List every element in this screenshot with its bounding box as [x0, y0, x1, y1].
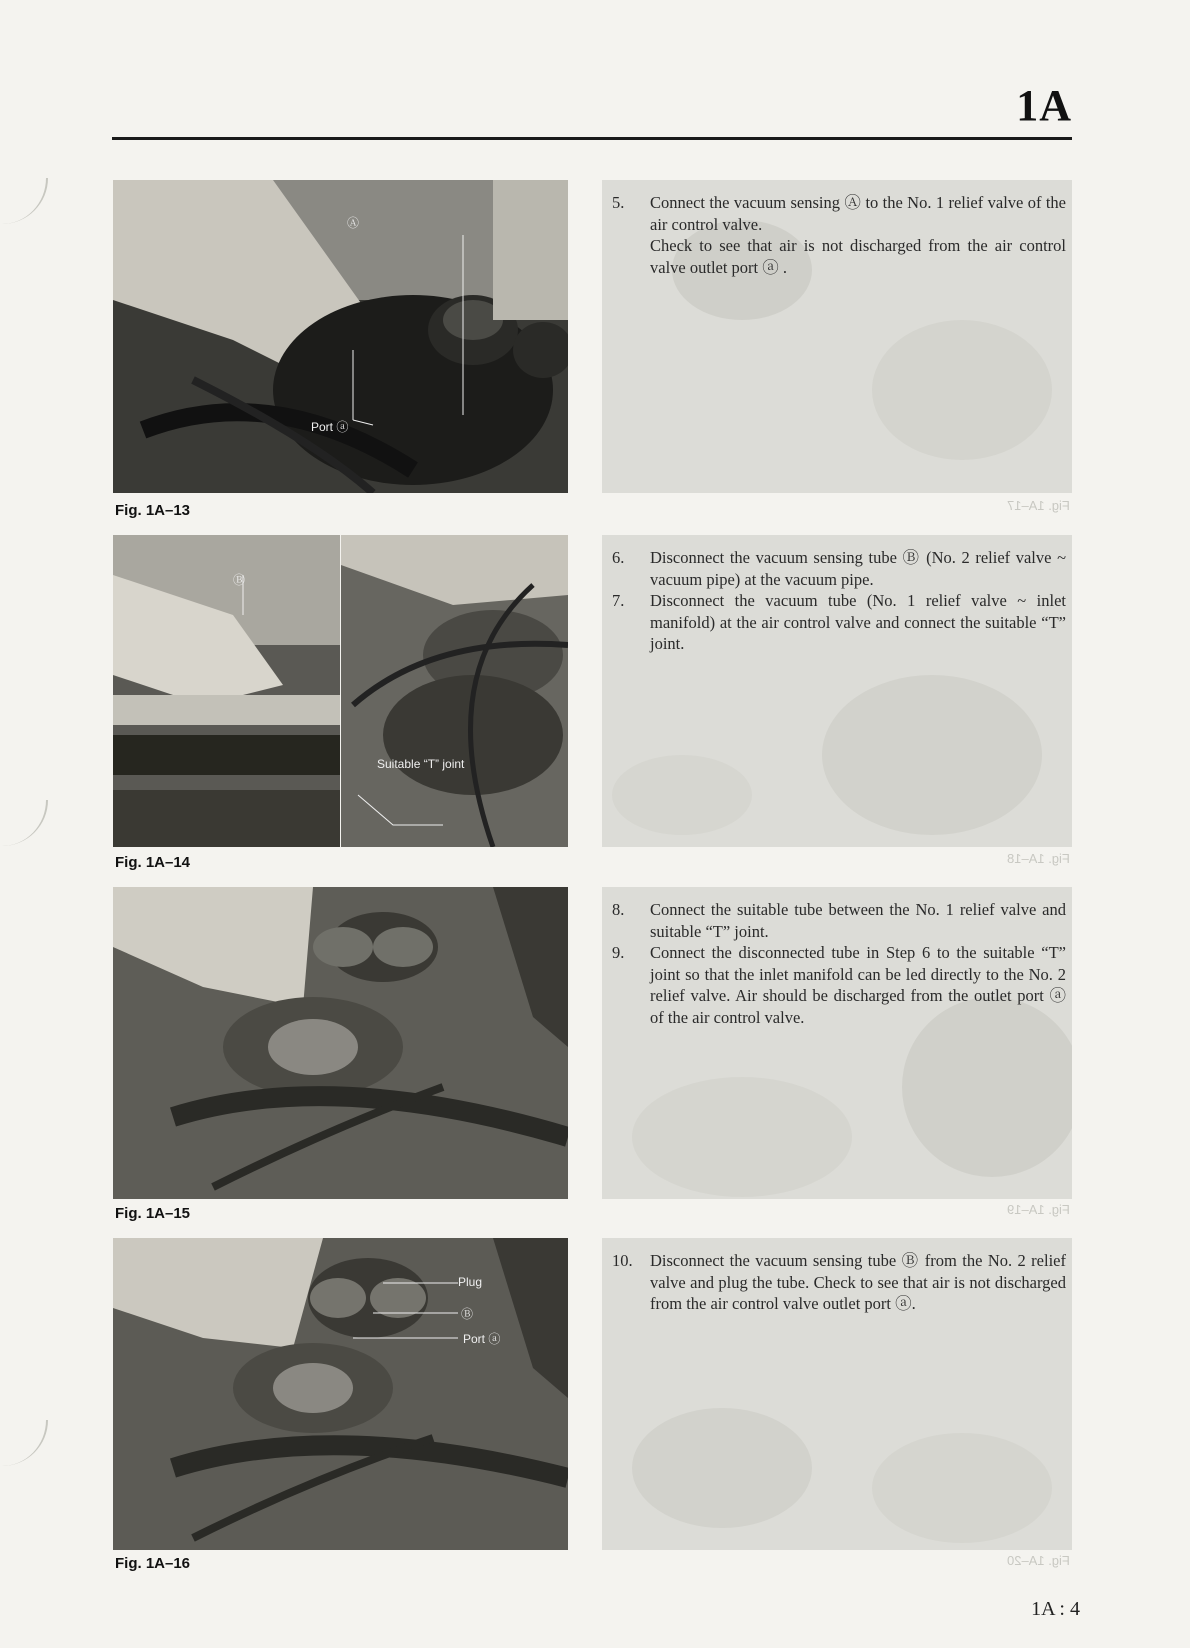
step-text: Connect the suitable tube between the No. 1 relief valve and suitable “T” joint. [650, 900, 1066, 941]
punch-hole [0, 178, 48, 224]
mirrored-caption: Fig. 1A–19 [1007, 1202, 1070, 1217]
photo-label-b: Ⓑ [461, 1307, 474, 1321]
step-text: Connect the disconnected tube in Step 6 to the suitable “T” joint so that the inlet manifold can be led directly to the No. 2 relief valve. Air should be discharged from the outlet port ⓐ of the air control valve. [650, 943, 1066, 1027]
step-number: 8. [612, 900, 625, 919]
instruction-panel [602, 1238, 1072, 1550]
mirrored-caption: Fig. 1A–20 [1007, 1553, 1070, 1568]
step-text: Disconnect the vacuum sensing tube Ⓑ (No. 2 relief valve ~ vacuum pipe) at the vacuum pipe. [650, 548, 1066, 589]
step-text: Disconnect the vacuum sensing tube Ⓑ from the No. 2 relief valve and plug the tube. Check to see that air is not discharged from the air control valve outlet port ⓐ. [650, 1251, 1066, 1314]
figure-photo-1a-16 [113, 1238, 568, 1550]
step-item [602, 235, 1072, 278]
photo-label-plug: Plug [458, 1275, 483, 1289]
step-number: 5. [612, 193, 625, 212]
step-list [602, 887, 1072, 1029]
instruction-panel [602, 887, 1072, 1199]
step-text: Connect the vacuum sensing Ⓐ to the No. 1 relief valve of the air control valve. [650, 193, 1066, 234]
step-item [602, 1250, 1072, 1315]
figure-caption: Fig. 1A–15 [115, 1205, 191, 1222]
figure-photo-1a-13 [113, 180, 568, 493]
instruction-panel [602, 535, 1072, 847]
step-list [602, 535, 1072, 655]
step-item [602, 547, 1072, 590]
photo-label-b: Ⓑ [233, 573, 246, 587]
figure-caption: Fig. 1A–13 [115, 502, 191, 519]
figure-photo-1a-15 [113, 887, 568, 1199]
step-list [602, 1238, 1072, 1315]
step-item [602, 942, 1072, 1028]
step-text: Check to see that air is not discharged from the air control valve outlet port ⓐ . [650, 236, 1066, 277]
figure-caption: Fig. 1A–14 [115, 854, 191, 871]
step-number: 6. [612, 548, 625, 567]
header-rule [112, 137, 1072, 140]
step-number: 7. [612, 591, 625, 611]
section-label: 1A [1016, 81, 1072, 130]
figure-caption: Fig. 1A–16 [115, 1555, 191, 1572]
mirrored-caption: Fig. 1A–18 [1007, 851, 1070, 866]
photo-label-port-a: Port ⓐ [463, 1332, 501, 1346]
photo-label-t-joint: Suitable “T” joint [377, 757, 465, 771]
mirrored-caption: Fig. 1A–17 [1007, 498, 1070, 513]
step-number: 9. [612, 943, 625, 963]
photo-label-a: Ⓐ [347, 216, 360, 230]
step-list [602, 180, 1072, 278]
punch-hole [0, 1420, 48, 1466]
step-number: 10. [612, 1251, 633, 1270]
figure-photo-1a-14 [113, 535, 568, 847]
step-item [602, 590, 1072, 655]
photo-label-port-a: Port ⓐ [311, 420, 349, 434]
instruction-panel [602, 180, 1072, 493]
step-number [602, 235, 650, 278]
page-number: 1A : 4 [1031, 1598, 1080, 1620]
step-item [602, 192, 1072, 235]
step-text: Disconnect the vacuum tube (No. 1 relief valve ~ inlet manifold) at the air control valve and connect the suitable “T” joint. [650, 591, 1066, 654]
punch-hole [0, 800, 48, 846]
step-item [602, 899, 1072, 942]
